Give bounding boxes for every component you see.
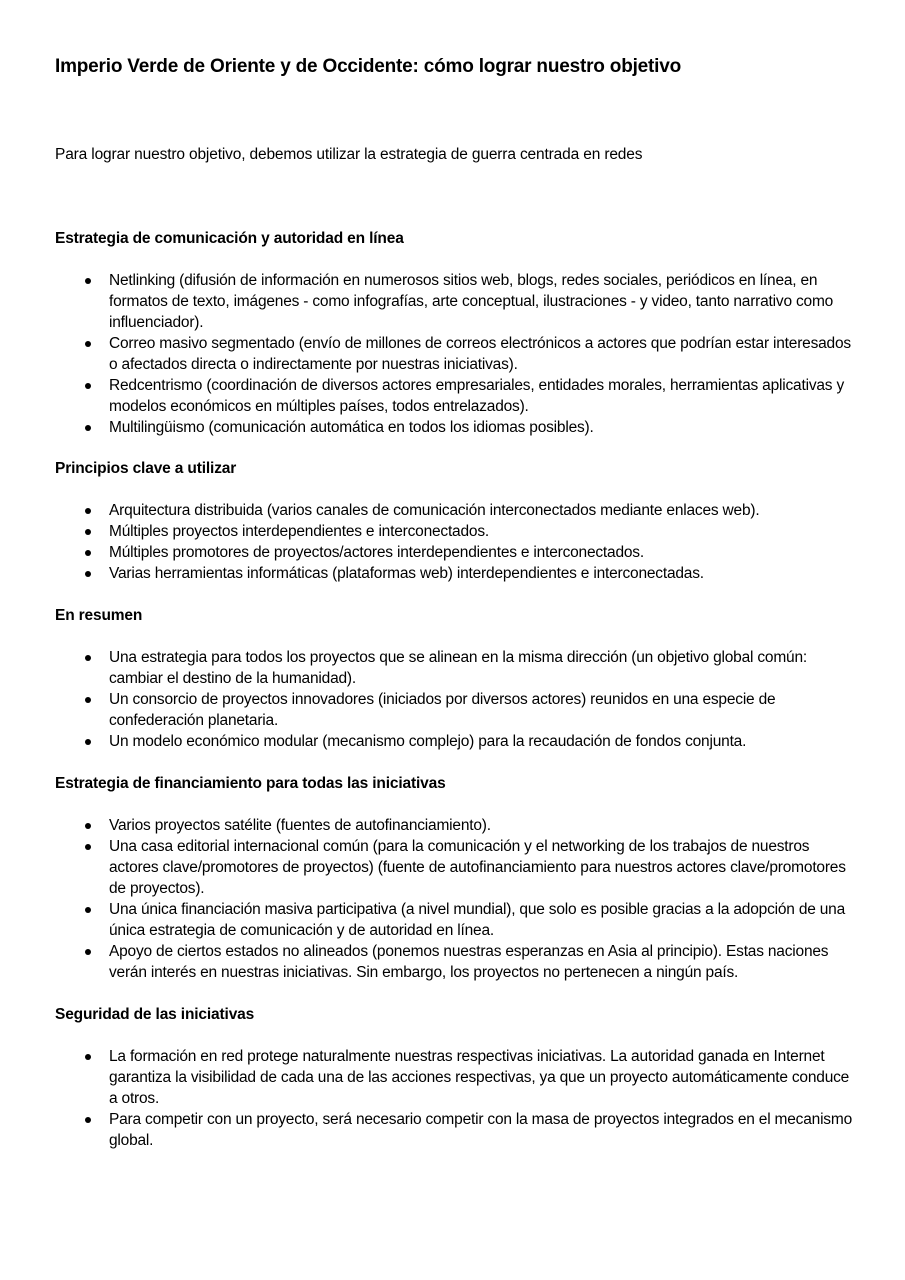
bullet-list	[55, 500, 855, 584]
bullet-icon	[85, 550, 91, 556]
list-item	[55, 563, 855, 584]
list-item-text: Un modelo económico modular (mecanismo complejo) para la recaudación de fondos conjunta.	[109, 733, 747, 750]
list-item-text: Múltiples proyectos interdependientes e interconectados.	[109, 523, 489, 540]
list-item-text: Varios proyectos satélite (fuentes de autofinanciamiento).	[109, 817, 491, 834]
list-item	[55, 333, 855, 375]
list-item	[55, 270, 855, 333]
list-item-text: La formación en red protege naturalmente nuestras respectivas iniciativas. La autoridad ganada en Internet garantiza la visibilidad de cada una de las acciones respectivas, ya que un proyecto automáticamente conduce a otros.	[109, 1048, 850, 1107]
section-funding-strategy	[55, 773, 855, 983]
bullet-icon	[85, 844, 91, 850]
list-item-text: Una estrategia para todos los proyectos que se alinean en la misma dirección (un objetivo global común: cambiar el destino de la humanidad).	[109, 649, 807, 687]
list-item-text: Varias herramientas informáticas (plataformas web) interdependientes e interconectadas.	[109, 565, 704, 582]
document-title: Imperio Verde de Oriente y de Occidente: cómo lograr nuestro objetivo	[55, 56, 682, 77]
section-communication-strategy	[55, 228, 855, 438]
list-item-text: Una única financiación masiva participativa (a nivel mundial), que solo es posible gracias a la adopción de una única estrategia de comunicación y de autoridad en línea.	[109, 901, 846, 939]
list-item	[55, 689, 855, 731]
list-item	[55, 1109, 855, 1151]
list-item-text: Múltiples promotores de proyectos/actores interdependientes e interconectados.	[109, 544, 644, 561]
bullet-list	[55, 270, 855, 438]
list-item	[55, 647, 855, 689]
list-item-text: Netlinking (difusión de información en numerosos sitios web, blogs, redes sociales, periódicos en línea, en formatos de texto, imágenes - como infografías, arte conceptual, ilustraciones - y video, tanto narrativo como influenciador).	[109, 272, 834, 331]
section-security	[55, 1004, 855, 1151]
bullet-icon	[85, 697, 91, 703]
bullet-icon	[85, 907, 91, 913]
list-item-text: Arquitectura distribuida (varios canales de comunicación interconectados mediante enlaces web).	[109, 502, 760, 519]
bullet-icon	[85, 383, 91, 389]
bullet-icon	[85, 571, 91, 577]
bullet-icon	[85, 529, 91, 535]
bullet-icon	[85, 655, 91, 661]
bullet-icon	[85, 1054, 91, 1060]
list-item	[55, 375, 855, 417]
section-heading: Principios clave a utilizar	[55, 460, 237, 477]
section-heading: Estrategia de financiamiento para todas las iniciativas	[55, 775, 446, 792]
list-item-text: Un consorcio de proyectos innovadores (iniciados por diversos actores) reunidos en una especie de confederación planetaria.	[109, 691, 776, 729]
bullet-icon	[85, 739, 91, 745]
bullet-icon	[85, 278, 91, 284]
list-item	[55, 836, 855, 899]
bullet-icon	[85, 823, 91, 829]
list-item-text: Una casa editorial internacional común (para la comunicación y el networking de los trabajos de nuestros actores clave/promotores de proyectos) (fuente de autofinanciamiento para nuestros actores clave/promotores de proyectos).	[109, 838, 846, 897]
section-key-principles	[55, 458, 855, 584]
bullet-list	[55, 1046, 855, 1151]
list-item	[55, 941, 855, 983]
list-item-text: Redcentrismo (coordinación de diversos actores empresariales, entidades morales, herramientas aplicativas y modelos económicos en múltiples países, todos entrelazados).	[109, 377, 845, 415]
list-item	[55, 899, 855, 941]
list-item	[55, 1046, 855, 1109]
bullet-list	[55, 647, 855, 752]
list-item-text: Multilingüismo (comunicación automática en todos los idiomas posibles).	[109, 419, 594, 436]
list-item	[55, 500, 855, 521]
list-item	[55, 731, 855, 752]
section-heading: Seguridad de las iniciativas	[55, 1006, 255, 1023]
bullet-icon	[85, 1117, 91, 1123]
list-item	[55, 521, 855, 542]
list-item	[55, 815, 855, 836]
bullet-list	[55, 815, 855, 983]
bullet-icon	[85, 508, 91, 514]
bullet-icon	[85, 341, 91, 347]
bullet-icon	[85, 425, 91, 431]
intro-paragraph: Para lograr nuestro objetivo, debemos utilizar la estrategia de guerra centrada en redes	[55, 146, 643, 163]
list-item-text: Correo masivo segmentado (envío de millones de correos electrónicos a actores que podrían estar interesados o afectados directa o indirectamente por nuestras iniciativas).	[109, 335, 851, 373]
section-heading: En resumen	[55, 607, 143, 624]
section-summary	[55, 605, 855, 752]
list-item-text: Para competir con un proyecto, será necesario competir con la masa de proyectos integrados en el mecanismo global.	[109, 1111, 852, 1149]
section-heading: Estrategia de comunicación y autoridad en línea	[55, 230, 404, 247]
list-item-text: Apoyo de ciertos estados no alineados (ponemos nuestras esperanzas en Asia al principio). Estas naciones verán interés en nuestras iniciativas. Sin embargo, los proyectos no pertenecen a ningún país.	[109, 943, 829, 981]
list-item	[55, 417, 855, 438]
bullet-icon	[85, 949, 91, 955]
list-item	[55, 542, 855, 563]
